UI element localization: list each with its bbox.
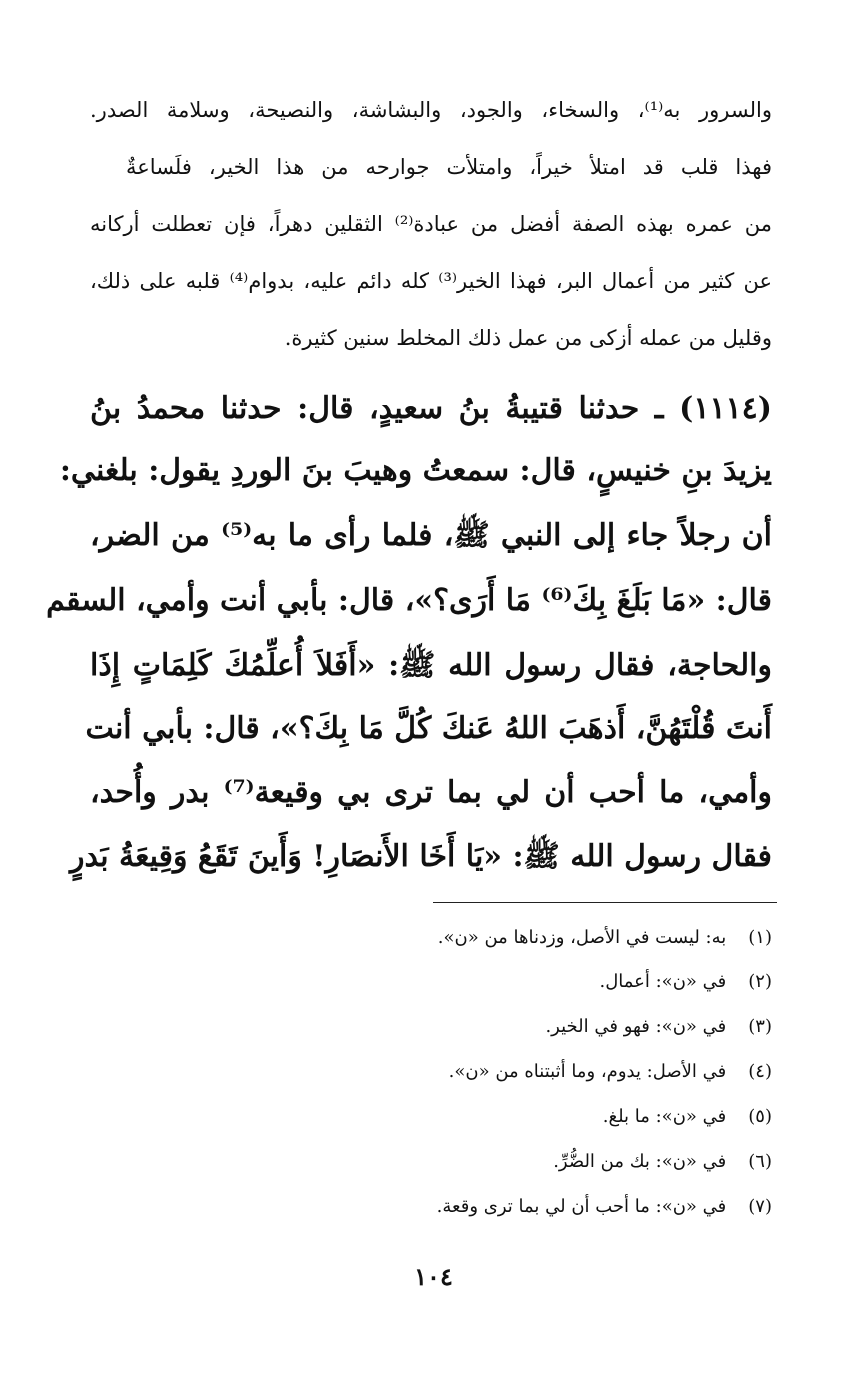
footnote-number: (١) xyxy=(748,927,772,948)
hadith-line-7: وأمي، ما أحب أن لي بما ترى بي وقيعة⁽⁷⁾ بدر وأُحد، xyxy=(90,775,772,810)
footnote-text: في «ن»: ما أحب أن لي بما ترى وقعة. xyxy=(436,1196,727,1217)
footnote-number: (٣) xyxy=(748,1016,772,1037)
footnote-3 xyxy=(90,1011,772,1043)
body-line-1: والسرور به⁽¹⁾، والسخاء، والجود، والبشاشة، والنصيحة، وسلامة الصدر. xyxy=(90,98,772,122)
body-line-5: وقليل من عمله أزكى من عمل ذلك المخلط سنين كثيرة. xyxy=(284,326,772,350)
body-line-2: فهذا قلب قد امتلأ خيراً، وامتلأت جوارحه من هذا الخير، فلَساعةٌ xyxy=(126,155,772,179)
hadith-line-2: يزيدَ بنِ خنيسٍ، قال: سمعتُ وهيبَ بنَ الوردِ يقول: بلغني: xyxy=(59,453,772,488)
body-line-3: من عمره بهذه الصفة أفضل من عبادة⁽²⁾ الثقلين دهراً، فإن تعطلت أركانه xyxy=(90,212,772,236)
footnote-text: به: ليست في الأصل، وزدناها من «ن». xyxy=(437,927,727,948)
footnote-2 xyxy=(90,966,772,998)
hadith-line-6: أَنتَ قُلْتَهُنَّ، أَذهَبَ اللهُ عَنكَ كُلَّ مَا بِكَ؟»، قال: بأبي أنت xyxy=(85,711,772,746)
hadith-line-8: فقال رسول الله ﷺ: «يَا أَخَا الأَنصَارِ! وَأَينَ تَقَعُ وَقِيعَةُ بَدرٍ xyxy=(69,839,772,874)
footnote-number: (٧) xyxy=(748,1196,772,1217)
footnote-5 xyxy=(90,1101,772,1133)
footnote-text: في «ن»: فهو في الخير. xyxy=(545,1016,727,1037)
footnote-separator xyxy=(433,902,777,903)
footnote-number: (٢) xyxy=(748,971,772,992)
footnote-number: (٦) xyxy=(748,1151,772,1172)
body-line-4: عن كثير من أعمال البر، فهذا الخير⁽³⁾ كله دائم عليه، بدوام⁽⁴⁾ قلبه على ذلك، xyxy=(90,269,772,293)
footnote-number: (٤) xyxy=(748,1061,772,1082)
hadith-line-3: أن رجلاً جاء إلى النبي ﷺ، فلما رأى ما به⁽⁵⁾ من الضر، xyxy=(90,518,773,553)
hadith-line-5: والحاجة، فقال رسول الله ﷺ: «أَفَلاَ أُعلِّمُكَ كَلِمَاتٍ إِذَا xyxy=(90,648,772,683)
hadith-number: (١١١٤) xyxy=(679,391,772,426)
footnote-text: في «ن»: بك من الضُّرِّ. xyxy=(553,1151,727,1172)
footnote-7 xyxy=(90,1191,772,1223)
hadith-line-4: قال: «مَا بَلَغَ بِكَ⁽⁶⁾ مَا أَرَى؟»، قال: بأبي أنت وأمي، السقم xyxy=(46,583,772,618)
footnote-text: في «ن»: أعمال. xyxy=(599,971,727,992)
hadith-line-1 xyxy=(90,378,772,440)
footnote-1 xyxy=(90,922,772,954)
page-number: ١٠٤ xyxy=(414,1262,453,1291)
footnote-text: في «ن»: ما بلغ. xyxy=(602,1106,727,1127)
footnote-6 xyxy=(90,1146,772,1178)
footnote-text: في الأصل: يدوم، وما أثبتناه من «ن». xyxy=(448,1061,727,1082)
hadith-line-1-text: ـ حدثنا قتيبةُ بنُ سعيدٍ، قال: حدثنا محمدُ بنُ xyxy=(90,391,664,426)
footnote-number: (٥) xyxy=(748,1106,772,1127)
footnote-4 xyxy=(90,1056,772,1088)
